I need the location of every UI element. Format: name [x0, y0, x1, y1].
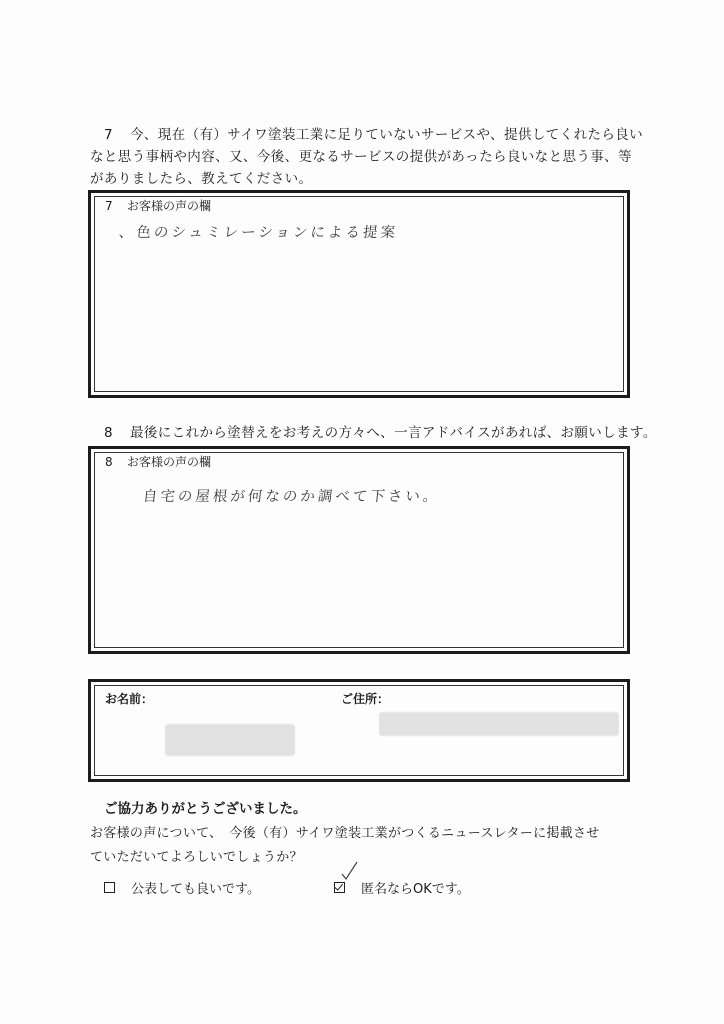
voice-box-7-answer: 、色のシュミレーションによる提案: [118, 225, 399, 241]
voice-box-7-label: [105, 197, 211, 214]
option-public-label: 公表しても良いです。: [131, 882, 260, 897]
publish-question-line2: ていただいてよろしいでしょうか？: [90, 850, 303, 865]
checkbox-public[interactable]: [104, 882, 115, 893]
voice-box-8-number: 8: [105, 455, 113, 469]
option-anonymous-label: 匿名ならOKです。: [361, 882, 470, 897]
voice-box-8-inner: [94, 452, 624, 648]
publish-question-line1: お客様の声について、 今後（有）サイワ塗装工業がつくるニュースレターに掲載させ: [90, 826, 600, 841]
question-7-number: 7: [104, 127, 113, 143]
address-label: ご住所：: [341, 692, 390, 706]
voice-box-7-number: 7: [105, 199, 113, 213]
contact-box: [88, 679, 630, 782]
voice-box-7-title: お客様の声の欄: [127, 199, 212, 213]
voice-box-8-answer: 自宅の屋根が何なのか調べて下さい。: [142, 489, 442, 505]
voice-box-7: [88, 190, 630, 398]
question-7-text-line2: なと思う事柄や内容、又、今後、更なるサービスの提供があったら良いなと思う事、等: [90, 149, 632, 165]
question-8: [104, 422, 657, 444]
voice-box-8: [88, 446, 630, 654]
question-8-number: 8: [104, 425, 113, 441]
question-7: [90, 124, 644, 190]
name-redaction: [165, 724, 295, 756]
question-8-text: 最後にこれから塗替えをお考えの方々へ、一言アドバイスがあれば、お願いします。: [130, 425, 657, 441]
thanks-message: ご協力ありがとうございました。: [104, 801, 307, 817]
option-anonymous[interactable]: [334, 878, 470, 897]
name-label: お名前：: [105, 692, 154, 706]
address-redaction: [379, 712, 619, 736]
option-public[interactable]: [104, 878, 260, 897]
voice-box-8-title: お客様の声の欄: [127, 455, 212, 469]
publish-question: [90, 822, 650, 870]
question-7-text-line3: がありましたら、教えてください。: [90, 171, 313, 187]
voice-box-8-label: [105, 453, 211, 470]
question-7-text-line1: 今、現在（有）サイワ塗装工業に足りていないサービスや、提供してくれたら良い: [130, 127, 644, 143]
checkbox-anonymous[interactable]: [334, 882, 345, 893]
